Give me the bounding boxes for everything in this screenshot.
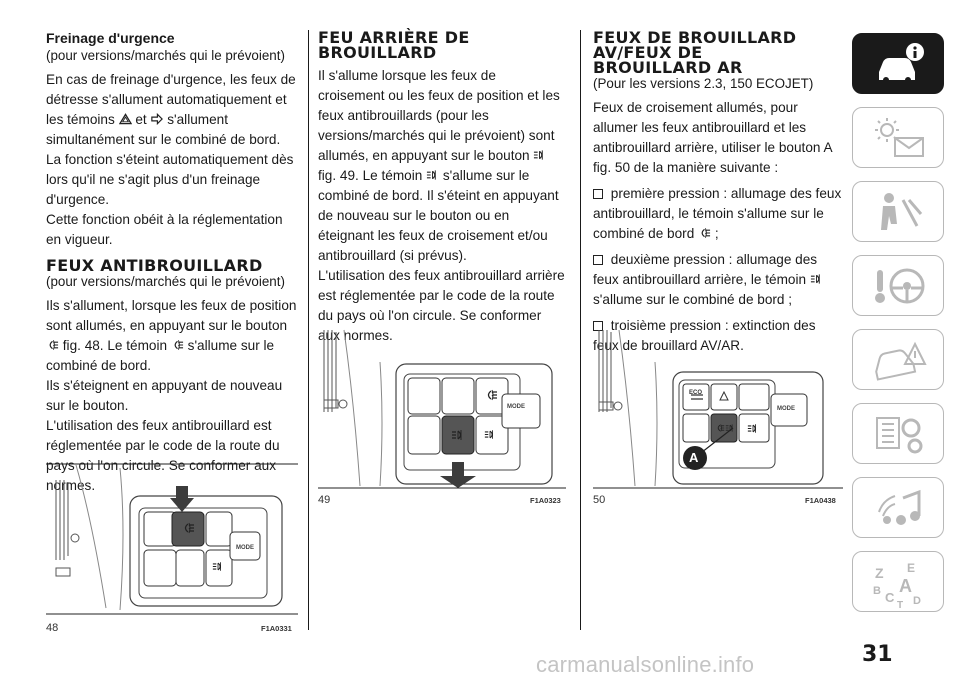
paragraph: Ils s'allument, lorsque les feux de position sont allumés, en appuyant sur le bouton fig. 48. Le témoin s'allume sur le combiné de bord. (46, 298, 297, 373)
tab-emergency[interactable] (852, 329, 944, 390)
callout-a: A (689, 450, 699, 465)
rear-fog-icon (426, 169, 439, 181)
paragraph: Ils s'éteignent en appuyant de nouveau sur le bouton. (46, 378, 283, 413)
tab-car-info[interactable] (852, 33, 944, 94)
index-icon (873, 560, 925, 611)
mode-button-label: MODE (507, 404, 525, 410)
direction-arrow-icon (150, 113, 163, 125)
figure-number: 48 (46, 622, 59, 634)
bullet-icon (593, 189, 603, 199)
section-note: (Pour les versions 2.3, 150 ECOJET) (593, 76, 814, 91)
figure-48 (46, 460, 298, 634)
index-letter: C (885, 590, 895, 605)
index-letter: A (899, 576, 912, 596)
column-divider (580, 30, 581, 630)
figure-49 (318, 322, 566, 506)
column-1 (46, 30, 298, 496)
section-note: (pour versions/marchés qui le prévoient) (46, 274, 285, 289)
paragraph: Cette fonction obéit à la réglementation en vigueur. (46, 212, 283, 247)
section-title-feux-brouillard: FEUX DE BROUILLARD AV/FEUX DE BROUILLARD AR (593, 28, 797, 77)
tab-starting-driving[interactable] (852, 255, 944, 316)
fig50-illustration (593, 322, 843, 490)
bullet-item: troisième pression : extinction des feux de brouillard AV/AR. (593, 318, 816, 353)
section-title-feu-arriere: FEU ARRIÈRE DE BROUILLARD (318, 28, 470, 62)
paragraph: Il s'allume lorsque les feux de croisement ou les feux de position et les feux antibrouillards (pour les versions/marchés qui le prévoient) sont allumés, en appuyant sur le bouton fig. 49. Le témoin s'allume sur le combiné de bord. Il s'éteint en appuyant de nouveau sur le bouton ou en éteignant les feux de croisement et/ou antibrouillard (si prévus). (318, 68, 560, 263)
index-letter: T (897, 600, 904, 611)
figure-50 (593, 322, 843, 506)
front-fog-icon (171, 339, 184, 351)
front-fog-icon (698, 227, 711, 239)
tab-warning-lights[interactable] (852, 107, 944, 168)
figure-code: F1A0331 (261, 624, 292, 633)
fig48-illustration (46, 460, 298, 618)
paragraph: En cas de freinage d'urgence, les feux de détresse s'allument automatiquement et les témoins et s'allument simultanément sur le combiné de bord. La fonction s'éteint automatiquement dès lors qu'il ne s'agit plus d'un freinage d'urgence. (46, 72, 296, 207)
hazard-warning-icon (119, 113, 132, 125)
multimedia-icon (873, 486, 925, 530)
bullet-icon (593, 255, 603, 265)
column-2 (318, 30, 566, 346)
paragraph: L'utilisation des feux antibrouillard est réglementée par le code de la route du pays où l'on circule. Se conformer aux normes. (46, 418, 280, 493)
column-divider (308, 30, 309, 630)
rear-fog-icon (810, 273, 823, 285)
emergency-icon (873, 338, 925, 382)
index-letter: Z (875, 565, 884, 581)
paragraph: L'utilisation des feux antibrouillard arrière est réglementée par le code de la route du pays où l'on circule. Se conformer aux normes. (318, 268, 565, 343)
figure-code: F1A0438 (805, 496, 836, 505)
tab-index[interactable] (852, 551, 944, 612)
section-note: (pour versions/marchés qui le prévoient) (46, 48, 285, 63)
mode-button-label: MODE (236, 545, 254, 551)
tab-multimedia[interactable] (852, 477, 944, 538)
warning-lights-icon (873, 116, 925, 160)
car-info-icon (873, 42, 925, 86)
section-title-antibrouillard: FEUX ANTIBROUILLARD (46, 256, 263, 275)
maintenance-icon (873, 412, 925, 456)
chapter-tabs (852, 33, 944, 625)
eco-button-label: ECO (689, 390, 703, 396)
rear-fog-icon (533, 149, 546, 161)
index-letter: D (913, 595, 921, 607)
figure-number: 49 (318, 494, 331, 506)
tab-maintenance[interactable] (852, 403, 944, 464)
page-number: 31 (862, 642, 893, 667)
figure-number: 50 (593, 494, 606, 506)
figure-code: F1A0323 (530, 496, 561, 505)
section-title-freinage: Freinage d'urgence (46, 30, 175, 46)
bullet-item: première pression : allumage des feux antibrouillard, le témoin s'allume sur le combiné de bord ; (593, 186, 842, 241)
safety-icon (873, 190, 925, 234)
tab-safety[interactable] (852, 181, 944, 242)
mode-button-label: MODE (777, 406, 795, 412)
fig49-illustration (318, 322, 566, 490)
starting-driving-icon (873, 264, 925, 308)
index-letter: B (873, 585, 881, 597)
bullet-item: deuxième pression : allumage des feux antibrouillard arrière, le témoin s'allume sur le combiné de bord ; (593, 250, 843, 310)
index-letter: E (907, 561, 916, 575)
paragraph: Feux de croisement allumés, pour allumer les feux antibrouillard et les antibrouillard arrière, utiliser le bouton A fig. 50 de la manière suivante : (593, 100, 832, 175)
watermark: carmanualsonline.info (536, 652, 755, 677)
column-3 (593, 30, 843, 356)
front-fog-icon (46, 339, 59, 351)
